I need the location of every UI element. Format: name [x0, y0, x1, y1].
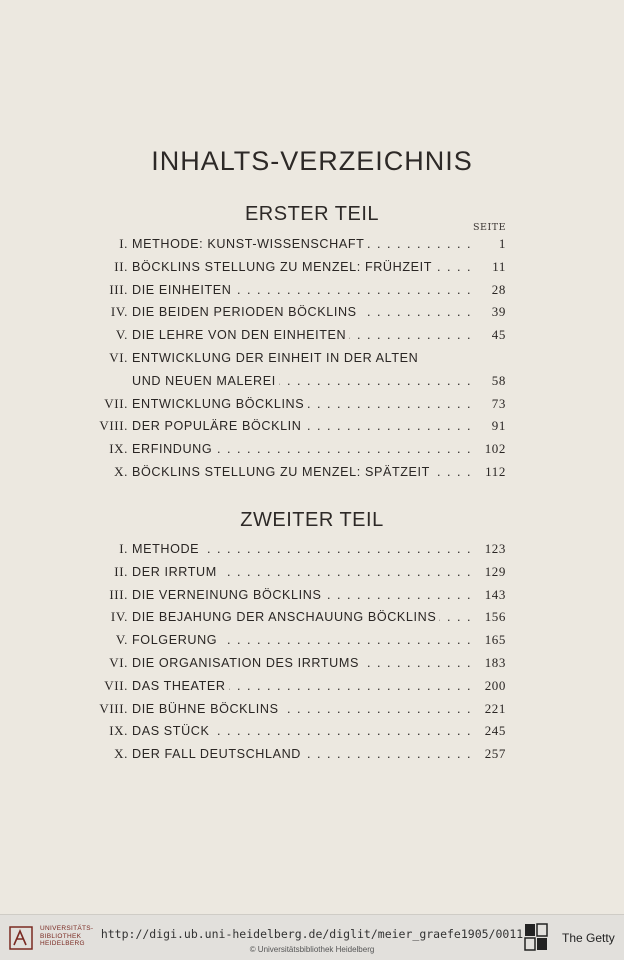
toc-entry	[104, 370, 506, 393]
page-column-label: SEITE	[473, 222, 506, 233]
toc-entry-title	[132, 415, 472, 438]
getty-logo-icon	[524, 923, 550, 953]
toc-entry	[104, 675, 506, 698]
toc-entry-number: III.	[109, 586, 128, 602]
toc-entry-title	[132, 698, 472, 721]
toc-entry-title	[132, 279, 472, 302]
toc-entry-title	[132, 538, 472, 561]
toc-entry-title	[132, 370, 472, 393]
toc-entry	[104, 256, 506, 279]
university-library-logo-text: UNIVERSITÄTS- BIBLIOTHEK HEIDELBERG	[40, 925, 94, 947]
toc-entry-page: 1	[498, 236, 506, 251]
toc-entry-title-text: BÖCKLINS STELLUNG ZU MENZEL: SPÄTZEIT	[132, 465, 433, 479]
toc-entry	[99, 698, 506, 721]
toc-entry-number: VII.	[104, 395, 128, 411]
toc-entry-number: VIII.	[99, 700, 128, 716]
toc-entry-title	[132, 561, 472, 584]
toc-entry-page: 156	[484, 609, 506, 625]
toc-entry	[104, 561, 506, 584]
toc-entry-number: II.	[114, 563, 128, 579]
toc-entry	[104, 743, 506, 766]
toc-entry-title-text: DAS THEATER	[132, 679, 229, 693]
toc-entry-number: VII.	[104, 677, 128, 693]
page-title: INHALTS-VERZEICHNIS	[151, 146, 473, 176]
toc-entry-title-text: DIE BÜHNE BÖCKLINS	[132, 702, 282, 716]
toc-entry-title	[132, 606, 472, 629]
toc-entry-number: IX.	[109, 723, 128, 739]
toc-entry-title	[132, 584, 472, 607]
toc-entry-number: I.	[119, 541, 128, 556]
toc-entry-title-text: ENTWICKLUNG BÖCKLINS	[132, 397, 307, 411]
copyright-notice: © Universitätsbibliothek Heidelberg	[249, 945, 375, 954]
toc-entry-page: 39	[491, 304, 506, 320]
toc-entry	[104, 301, 506, 324]
toc-entry-page: 129	[484, 563, 506, 579]
toc-entry-title-text: DIE EINHEITEN	[132, 283, 234, 297]
toc-entry-number: VIII.	[99, 418, 128, 434]
toc-entry-title	[132, 233, 472, 256]
toc-entry-title-text: METHODE: KUNST-WISSENSCHAFT	[132, 237, 367, 251]
permalink-url[interactable]: http://digi.ub.uni-heidelberg.de/diglit/meier_graefe1905/0011	[100, 927, 524, 941]
toc-entry-title-text: DER IRRTUM	[132, 565, 220, 579]
toc-entry-title	[132, 256, 472, 279]
toc-entry	[104, 538, 506, 561]
toc-entry-title	[132, 438, 472, 461]
toc-entry-number: X.	[114, 463, 128, 479]
toc-entry-title-text: UND NEUEN MALEREI	[132, 374, 279, 388]
toc-entry-page: 11	[492, 258, 506, 274]
toc-part-one	[99, 233, 506, 484]
toc-entry-title-text: ENTWICKLUNG DER EINHEIT IN DER ALTEN	[132, 351, 421, 365]
toc-entry	[104, 233, 506, 256]
toc-entry-page: 183	[484, 654, 506, 670]
toc-entry-title	[132, 347, 472, 370]
toc-entry-title-text: DIE ORGANISATION DES IRRTUMS	[132, 656, 362, 670]
toc-entry-title	[132, 652, 472, 675]
toc-entry-title	[132, 461, 472, 484]
toc-part-two	[99, 538, 506, 766]
toc-entry-title-text: DIE LEHRE VON DEN EINHEITEN	[132, 328, 349, 342]
toc-entry-title-text: DAS STÜCK	[132, 724, 212, 738]
toc-entry-number: IV.	[110, 304, 128, 320]
toc-entry-title	[132, 629, 472, 652]
toc-entry-page: 143	[484, 586, 506, 602]
getty-label: The Getty	[562, 931, 615, 945]
toc-entry	[104, 652, 506, 675]
toc-entry-number: VI.	[109, 654, 128, 670]
toc-entry-title-text: DER POPULÄRE BÖCKLIN	[132, 419, 304, 433]
toc-entry-number: III.	[109, 281, 128, 297]
toc-entry-title-text: FOLGERUNG	[132, 633, 220, 647]
toc-entry-number: V.	[115, 632, 128, 648]
toc-entry-title-text: DIE VERNEINUNG BÖCKLINS	[132, 588, 324, 602]
toc-entry	[104, 606, 506, 629]
toc-entry-number: VI.	[109, 349, 128, 365]
toc-entry-page: 165	[484, 632, 506, 648]
toc-entry-page: 102	[484, 441, 506, 457]
toc-entry	[104, 393, 506, 416]
toc-entry-title	[132, 720, 472, 743]
toc-entry-number: I.	[119, 236, 128, 251]
part-two-title: ZWEITER TEIL	[240, 509, 384, 531]
toc-entry-title-text: METHODE	[132, 542, 202, 556]
toc-entry	[104, 324, 506, 347]
toc-entry-number: V.	[115, 327, 128, 343]
toc-entry	[104, 720, 506, 743]
part-one-title: ERSTER TEIL	[244, 203, 380, 225]
toc-entry-page: 123	[484, 541, 506, 556]
toc-entry-title	[132, 675, 472, 698]
toc-entry-number: X.	[114, 746, 128, 762]
toc-entry-page: 257	[484, 746, 506, 762]
toc-entry-page: 28	[491, 281, 506, 297]
toc-entry-title-text: DIE BEIDEN PERIODEN BÖCKLINS	[132, 305, 360, 319]
toc-entry	[104, 461, 506, 484]
toc-entry-title	[132, 324, 472, 347]
toc-entry-number: IV.	[110, 609, 128, 625]
toc-entry-page: 200	[484, 677, 506, 693]
toc-entry-page: 112	[485, 463, 506, 479]
toc-entry-number: IX.	[109, 441, 128, 457]
toc-entry-page: 221	[484, 700, 506, 716]
toc-entry-number: II.	[114, 258, 128, 274]
viewer-footer	[0, 914, 624, 960]
toc-entry-title-text: DIE BEJAHUNG DER ANSCHAUUNG BÖCKLINS	[132, 610, 439, 624]
toc-entry	[104, 347, 506, 370]
toc-entry-title-text: DER FALL DEUTSCHLAND	[132, 747, 304, 761]
toc-entry-title-text: ERFINDUNG	[132, 442, 215, 456]
toc-entry-page: 245	[484, 723, 506, 739]
toc-entry-title	[132, 393, 472, 416]
toc-entry	[104, 584, 506, 607]
toc-entry-page: 58	[491, 372, 506, 388]
toc-entry-title-text: BÖCKLINS STELLUNG ZU MENZEL: FRÜHZEIT	[132, 260, 435, 274]
toc-entry-title	[132, 301, 472, 324]
toc-entry-page: 73	[491, 395, 506, 411]
toc-entry-page: 91	[491, 418, 506, 434]
toc-entry-page: 45	[491, 327, 506, 343]
toc-entry	[104, 438, 506, 461]
toc-entry	[104, 629, 506, 652]
toc-entry-title	[132, 743, 472, 766]
toc-entry	[99, 415, 506, 438]
toc-entry	[104, 279, 506, 302]
